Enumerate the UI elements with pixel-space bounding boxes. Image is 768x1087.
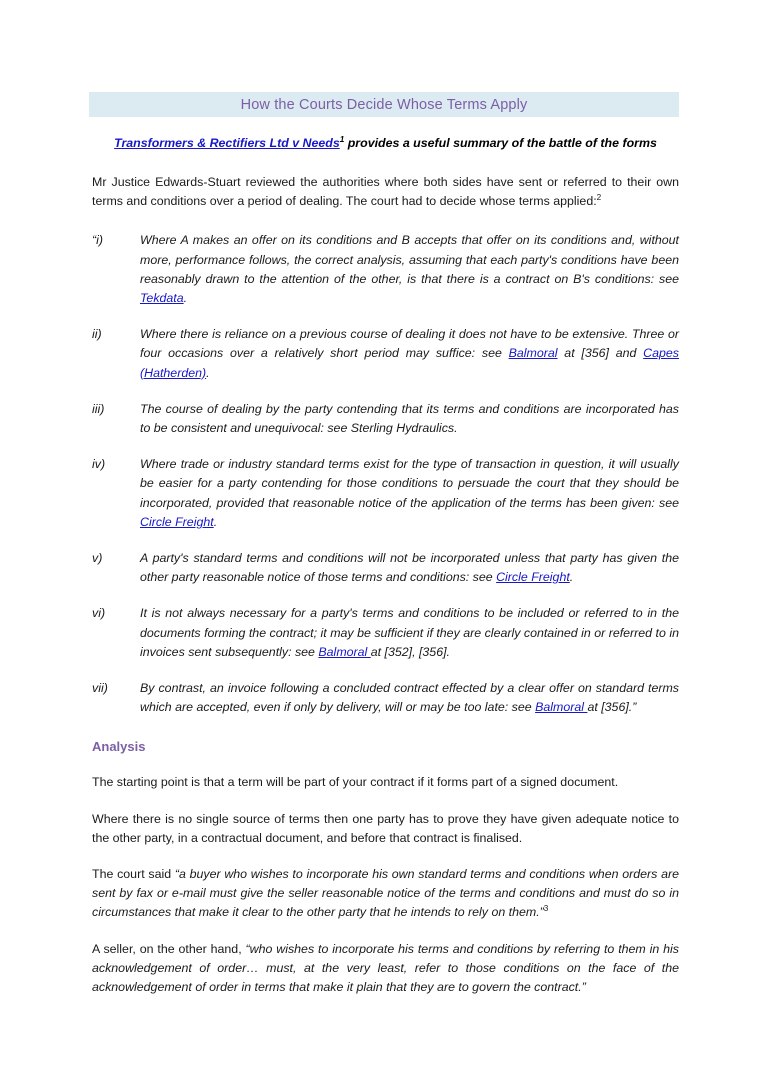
list-item-tail: . xyxy=(569,570,574,585)
list-item-marker: vii) xyxy=(92,681,108,696)
quote-lead-in: The court said xyxy=(92,867,175,882)
case-link-transformers[interactable]: Transformers & Rectifiers Ltd v Needs xyxy=(114,136,340,150)
list-item xyxy=(92,325,679,383)
footnote-marker-3: 3 xyxy=(543,904,549,914)
spacer xyxy=(92,793,679,810)
spacer xyxy=(92,117,679,134)
quoted-principles-list xyxy=(92,231,679,717)
case-link-capes-hatherden[interactable]: Capes (Hatherden) xyxy=(140,346,679,380)
page-title: How the Courts Decide Whose Terms Apply xyxy=(240,96,528,113)
section-heading-analysis: Analysis xyxy=(92,739,146,755)
list-item-body: A party's standard terms and conditions will not be incorporated unless that party has given the other party reasonable notice of those terms and conditions: see xyxy=(140,551,679,585)
case-link-balmoral[interactable]: Balmoral xyxy=(508,346,558,361)
court-quote-buyer: “a buyer who wishes to incorporate his own standard terms and conditions when orders are sent by fax or e-mail must give the seller reasonable notice of the terms and conditions and must do so in circumstances that make it clear to the other party that he intends to rely on them.” xyxy=(92,867,679,920)
list-item xyxy=(92,679,679,717)
case-link-tekdata[interactable]: Tekdata xyxy=(140,291,184,306)
list-item-body: By contrast, an invoice following a concluded contract effected by a clear offer on standard terms which are accepted, even if only by delivery, will or may be too late: see xyxy=(140,681,679,715)
list-item-tail: at [356].” xyxy=(587,700,637,715)
list-item-marker: ii) xyxy=(92,327,102,342)
list-item-body: Where there is reliance on a previous course of dealing it does not have to be extensive. Three or four occasions over a relatively short period may suffice: see xyxy=(140,327,679,361)
analysis-paragraph-2: Where there is no single source of terms then one party has to prove they have given adequate notice to the other party, in a contractual document, and before that contract is finalised. xyxy=(92,811,679,845)
case-link-circle-freight[interactable]: Circle Freight xyxy=(496,570,570,585)
analysis-paragraph-1: The starting point is that a term will be part of your contract if it forms part of a signed document. xyxy=(92,775,619,790)
list-item-text xyxy=(140,325,679,383)
list-item-tail: . xyxy=(213,514,218,529)
list-item-text xyxy=(140,679,679,717)
list-item-text xyxy=(140,549,679,587)
spacer xyxy=(92,923,679,940)
spacer xyxy=(92,848,679,865)
list-item-tail: at [352], [356]. xyxy=(370,644,450,659)
intro-text: Mr Justice Edwards-Stuart reviewed the authorities where both sides have sent or referred to their own terms and conditions over a period of dealing. The court had to decide whose terms applied: xyxy=(92,175,679,209)
list-item xyxy=(92,231,679,308)
list-item xyxy=(92,400,679,438)
analysis-paragraph-4 xyxy=(92,940,679,998)
list-item-text xyxy=(140,400,679,438)
list-item-mid: at [356] and xyxy=(557,346,644,361)
list-item xyxy=(92,455,679,532)
analysis-paragraph-3 xyxy=(92,865,679,923)
court-quote-seller: “who wishes to incorporate his terms and conditions by referring to them in his acknowledgement of order… must, at the very least, refer to those conditions on the face of the acknowledgement of order in terms that make it plain that they are to govern the contract.” xyxy=(92,941,679,995)
list-item xyxy=(92,604,679,662)
spacer xyxy=(92,211,679,231)
list-item-text xyxy=(140,231,679,308)
list-item-body: It is not always necessary for a party's terms and conditions to be included or referred to in the documents forming the contract; it may be sufficient if they are clearly contained in or referred to in invoices sent subsequently: see xyxy=(140,606,679,659)
list-item-marker: vi) xyxy=(92,606,106,621)
subtitle-rest: provides a useful summary of the battle of the forms xyxy=(344,136,657,150)
intro-paragraph xyxy=(92,173,679,211)
list-item-body: The course of dealing by the party contending that its terms and conditions are incorporated has to be consistent and unequivocal: see Sterling Hydraulics. xyxy=(140,401,679,436)
list-item-marker: “i) xyxy=(92,233,104,248)
spacer xyxy=(92,717,679,737)
quote-lead-in: A seller, on the other hand, xyxy=(92,941,246,956)
spacer xyxy=(92,756,679,773)
list-item-body: Where trade or industry standard terms exist for the type of transaction in question, it will usually be easier for a party contending for those conditions to persuade the court that they should be incorporated, provided that reasonable notice of the application of the terms has been given: see xyxy=(140,457,679,510)
list-item-marker: iv) xyxy=(92,457,106,472)
subtitle-line xyxy=(92,134,679,153)
footnote-marker-1: 1 xyxy=(339,134,345,144)
list-item-tail: . xyxy=(206,365,210,380)
page-title-band xyxy=(89,92,679,117)
list-item-tail: . xyxy=(183,291,188,306)
list-item-text xyxy=(140,604,679,662)
case-link-circle-freight[interactable]: Circle Freight xyxy=(140,514,214,529)
list-item-marker: iii) xyxy=(92,401,105,416)
list-item-text xyxy=(140,455,679,532)
list-item xyxy=(92,549,679,587)
case-link-balmoral[interactable]: Balmoral xyxy=(535,700,588,715)
list-item-marker: v) xyxy=(92,551,103,566)
spacer xyxy=(92,153,679,173)
list-item-body: Where A makes an offer on its conditions and B accepts that offer on its conditions and, without more, performance follows, the correct analysis, assuming that each party's conditions have been reasonably drawn to the attention of the other, is that there is a contract on B's conditions: see xyxy=(140,233,679,286)
footnote-marker-2: 2 xyxy=(596,193,602,203)
case-link-balmoral[interactable]: Balmoral xyxy=(318,644,371,659)
